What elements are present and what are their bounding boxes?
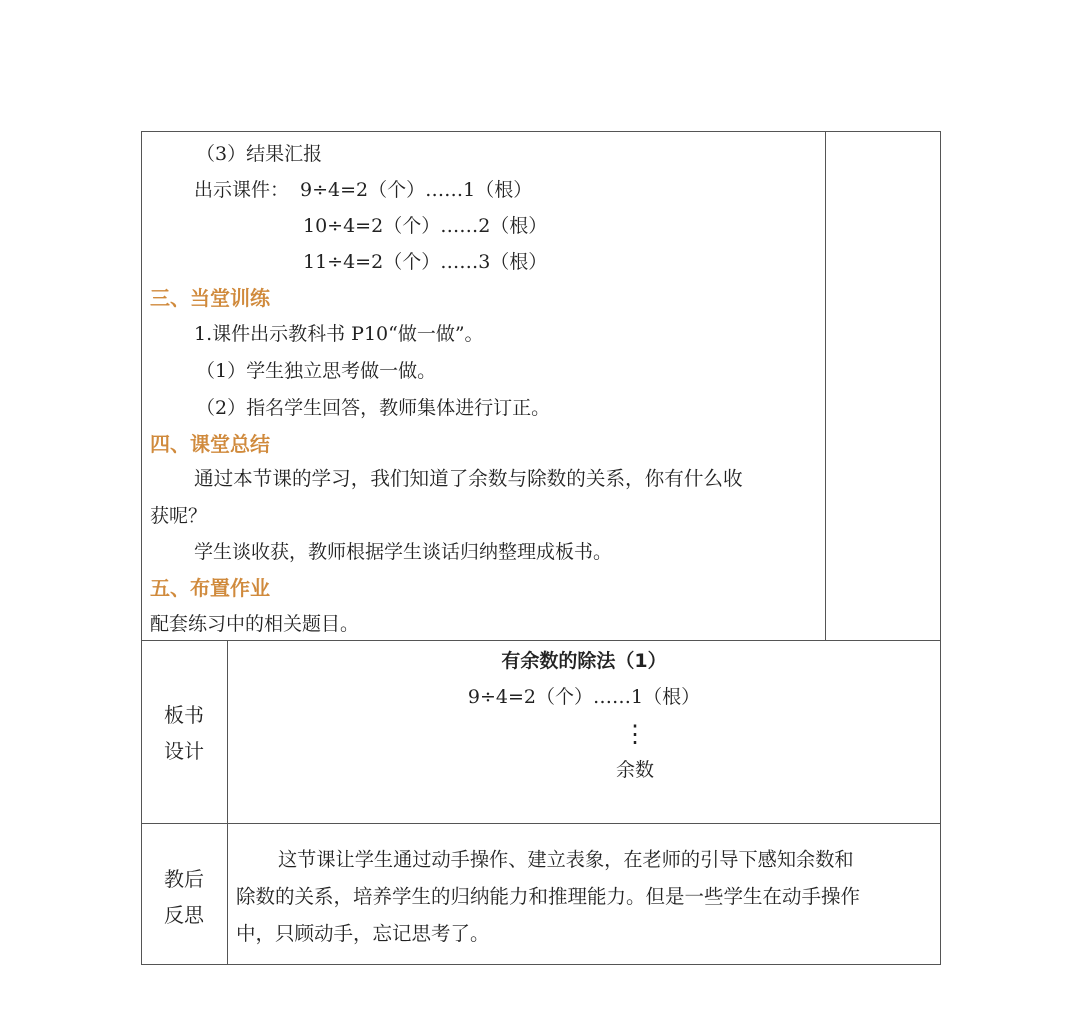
lesson-notes-cell (825, 131, 941, 641)
section5-text: 配套练习中的相关题目。 (150, 613, 360, 635)
board-title: 有余数的除法（1） (501, 650, 667, 672)
section3-heading: 三、当堂训练 (150, 286, 270, 310)
reflection-line2: 除数的关系，培养学生的归纳能力和推理能力。但是一些学生在动手操作 (236, 885, 861, 908)
board-remainder-label: 余数 (615, 759, 654, 781)
section4-para1-line1: 通过本节课的学习，我们知道了余数与除数的关系，你有什么收 (194, 467, 743, 490)
reflection-line1: 这节课让学生通过动手操作、建立表象，在老师的引导下感知余数和 (278, 848, 854, 871)
board-label (142, 697, 226, 769)
equation-2: 10÷4=2（个）……2（根） (303, 215, 548, 237)
board-equation: 9÷4=2（个）……1（根） (467, 686, 701, 708)
board-dots: ⋮ (623, 720, 647, 748)
section4-para1-line2: 获呢？ (150, 505, 208, 527)
courseware-prefix: 出示课件： (194, 179, 290, 201)
equation-3: 11÷4=2（个）……3（根） (303, 251, 548, 273)
reflection-text (236, 841, 936, 952)
board-label-line1: 板书 (164, 703, 204, 727)
reflection-label (142, 861, 226, 933)
section3-sub2: （2）指名学生回答，教师集体进行订正。 (196, 397, 551, 419)
board-label-line2: 设计 (164, 739, 204, 763)
reflection-label-line1: 教后 (164, 867, 204, 891)
step3-title: （3）结果汇报 (196, 143, 323, 165)
section3-sub1: （1）学生独立思考做一做。 (196, 360, 437, 382)
equation-1: 9÷4=2（个）……1（根） (300, 179, 533, 201)
section4-para2: 学生谈收获，教师根据学生谈话归纳整理成板书。 (194, 541, 613, 563)
section5-heading: 五、布置作业 (150, 576, 270, 600)
section3-item1: 1.课件出示教科书 P10“做一做”。 (194, 323, 484, 345)
reflection-line3: 中，只顾动手，忘记思考了。 (236, 922, 490, 945)
lesson-content-cell (141, 131, 826, 641)
section4-heading: 四、课堂总结 (150, 432, 270, 456)
reflection-label-line2: 反思 (164, 903, 204, 927)
